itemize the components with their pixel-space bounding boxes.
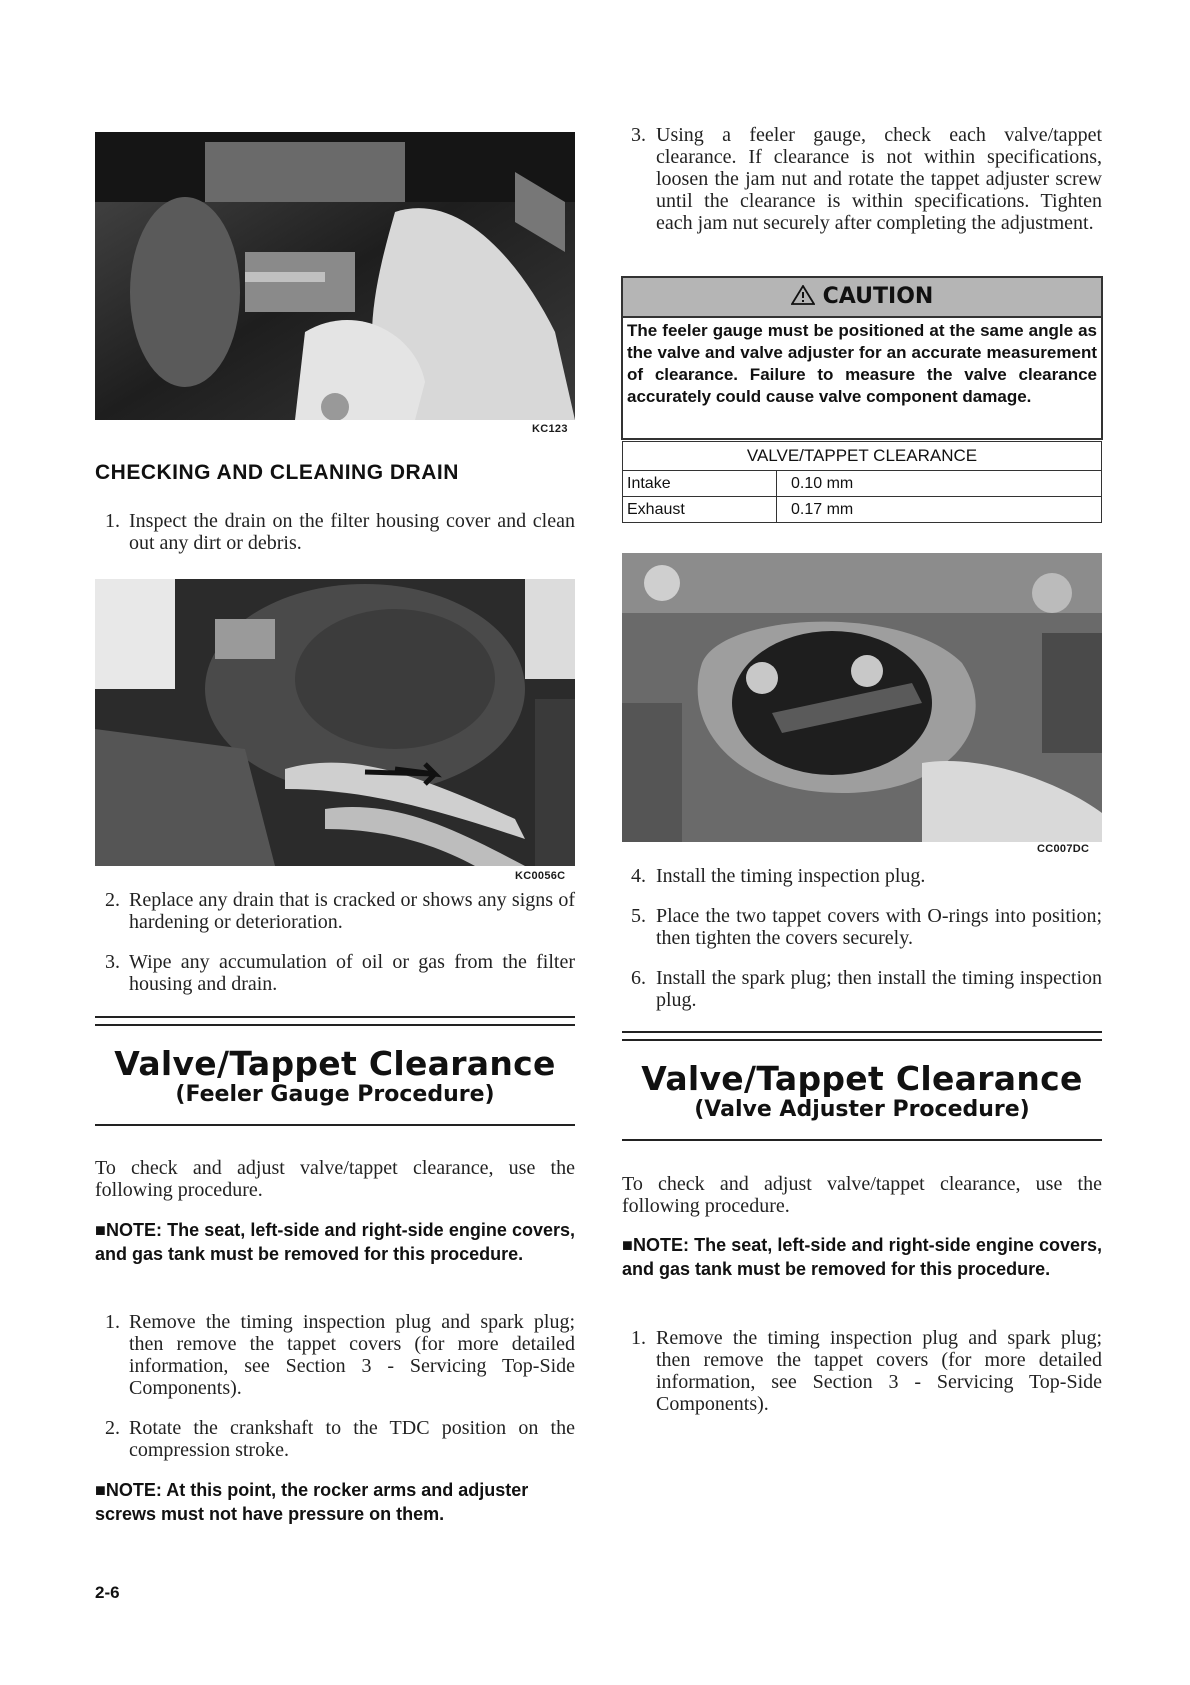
- section-divider: [95, 1016, 575, 1026]
- step-text: Remove the timing inspection plug and spark plug; then remove the tappet covers (for more detailed information, see Section 3 - Servicing Top-Side Components).: [656, 1327, 1102, 1415]
- section-subtitle: (Valve Adjuster Procedure): [694, 1097, 1030, 1122]
- step-text: Using a feeler gauge, check each valve/tappet clearance. If clearance is not within specifications, loosen the jam nut and rotate the tappet adjuster screw until the clearance is within specifications. Tighten each jam nut securely after completing the adjustment.: [656, 124, 1102, 234]
- figure-label: KC123: [532, 423, 568, 435]
- note-rocker-arms: ■NOTE: At this point, the rocker arms and adjuster screws must not have pressure on them.: [95, 1480, 529, 1524]
- step-2: [95, 1417, 575, 1461]
- figure-label: KC0056C: [515, 870, 566, 882]
- step-3: [622, 124, 1102, 256]
- step-number: 6.: [631, 967, 646, 989]
- caution-box: [621, 276, 1103, 440]
- step-number: 2.: [105, 889, 120, 911]
- step-text: Inspect the drain on the filter housing cover and clean out any dirt or debris.: [129, 510, 575, 554]
- intro-paragraph: To check and adjust valve/tappet clearance, use the following procedure.: [622, 1173, 1102, 1217]
- caution-body: The feeler gauge must be positioned at the same angle as the valve and valve adjuster for an accurate measurement of clearance. Failure to measure the valve clearance accurately could cause valve component damage.: [627, 321, 1097, 406]
- drain-step-3: [95, 951, 575, 995]
- table-cell-label: Exhaust: [623, 497, 777, 523]
- step-number: 1.: [631, 1327, 646, 1349]
- drain-step-2: [95, 889, 575, 933]
- step-text: Rotate the crankshaft to the TDC position on the compression stroke.: [129, 1417, 575, 1461]
- note-covers: ■NOTE: The seat, left-side and right-side engine covers, and gas tank must be removed for this procedure.: [622, 1235, 1102, 1279]
- step-1: [95, 1311, 575, 1399]
- section-subtitle: (Feeler Gauge Procedure): [175, 1082, 495, 1107]
- table-row: [623, 497, 1102, 523]
- figure-label: CC007DC: [1037, 843, 1090, 855]
- photo-tappet-cover-opening: [622, 553, 1102, 842]
- section-underline: [95, 1124, 575, 1126]
- photo-filter-housing-drain: [95, 579, 575, 866]
- step-number: 4.: [631, 865, 646, 887]
- caution-header: [623, 278, 1101, 318]
- step-5: [622, 905, 1102, 949]
- table-row: [623, 471, 1102, 497]
- warning-triangle-icon: [791, 285, 815, 305]
- intro-paragraph: To check and adjust valve/tappet clearance, use the following procedure.: [95, 1157, 575, 1201]
- photo-feeler-gauge-hand: [95, 132, 575, 420]
- section-divider: [622, 1031, 1102, 1041]
- page-number: 2-6: [95, 1583, 120, 1602]
- step-text: Place the two tappet covers with O-rings into position; then tighten the covers securely.: [656, 905, 1102, 949]
- table-cell-label: Intake: [623, 471, 777, 497]
- table-header-row: [623, 442, 1102, 471]
- table-cell-value: 0.10 mm: [777, 471, 1102, 497]
- step-4: [622, 865, 1102, 887]
- step-number: 3.: [631, 124, 646, 146]
- step-text: Wipe any accumulation of oil or gas from the filter housing and drain.: [129, 951, 575, 995]
- clearance-table: [622, 441, 1102, 523]
- step-number: 1.: [105, 510, 120, 532]
- step-text: Replace any drain that is cracked or shows any signs of hardening or deterioration.: [129, 889, 575, 933]
- drain-heading: CHECKING AND CLEANING DRAIN: [95, 461, 459, 484]
- step-number: 2.: [105, 1417, 120, 1439]
- drain-step-1: [95, 510, 575, 554]
- step-number: 5.: [631, 905, 646, 927]
- table-title: VALVE/TAPPET CLEARANCE: [623, 442, 1102, 471]
- section-title: Valve/Tappet Clearance: [114, 1044, 556, 1083]
- step-text: Install the spark plug; then install the timing inspection plug.: [656, 967, 1102, 1011]
- step-text: Install the timing inspection plug.: [656, 865, 926, 887]
- caution-title-text: CAUTION: [822, 284, 934, 309]
- step-1-adjuster: [622, 1327, 1102, 1415]
- section-underline: [622, 1139, 1102, 1141]
- note-covers: ■NOTE: The seat, left-side and right-side engine covers, and gas tank must be removed for this procedure.: [95, 1220, 575, 1264]
- step-number: 1.: [105, 1311, 120, 1333]
- step-number: 3.: [105, 951, 120, 973]
- section-title: Valve/Tappet Clearance: [641, 1059, 1083, 1098]
- table-cell-value: 0.17 mm: [777, 497, 1102, 523]
- step-6: [622, 967, 1102, 1011]
- step-text: Remove the timing inspection plug and spark plug; then remove the tappet covers (for more detailed information, see Section 3 - Servicing Top-Side Components).: [129, 1311, 575, 1399]
- caution-title: [791, 284, 934, 309]
